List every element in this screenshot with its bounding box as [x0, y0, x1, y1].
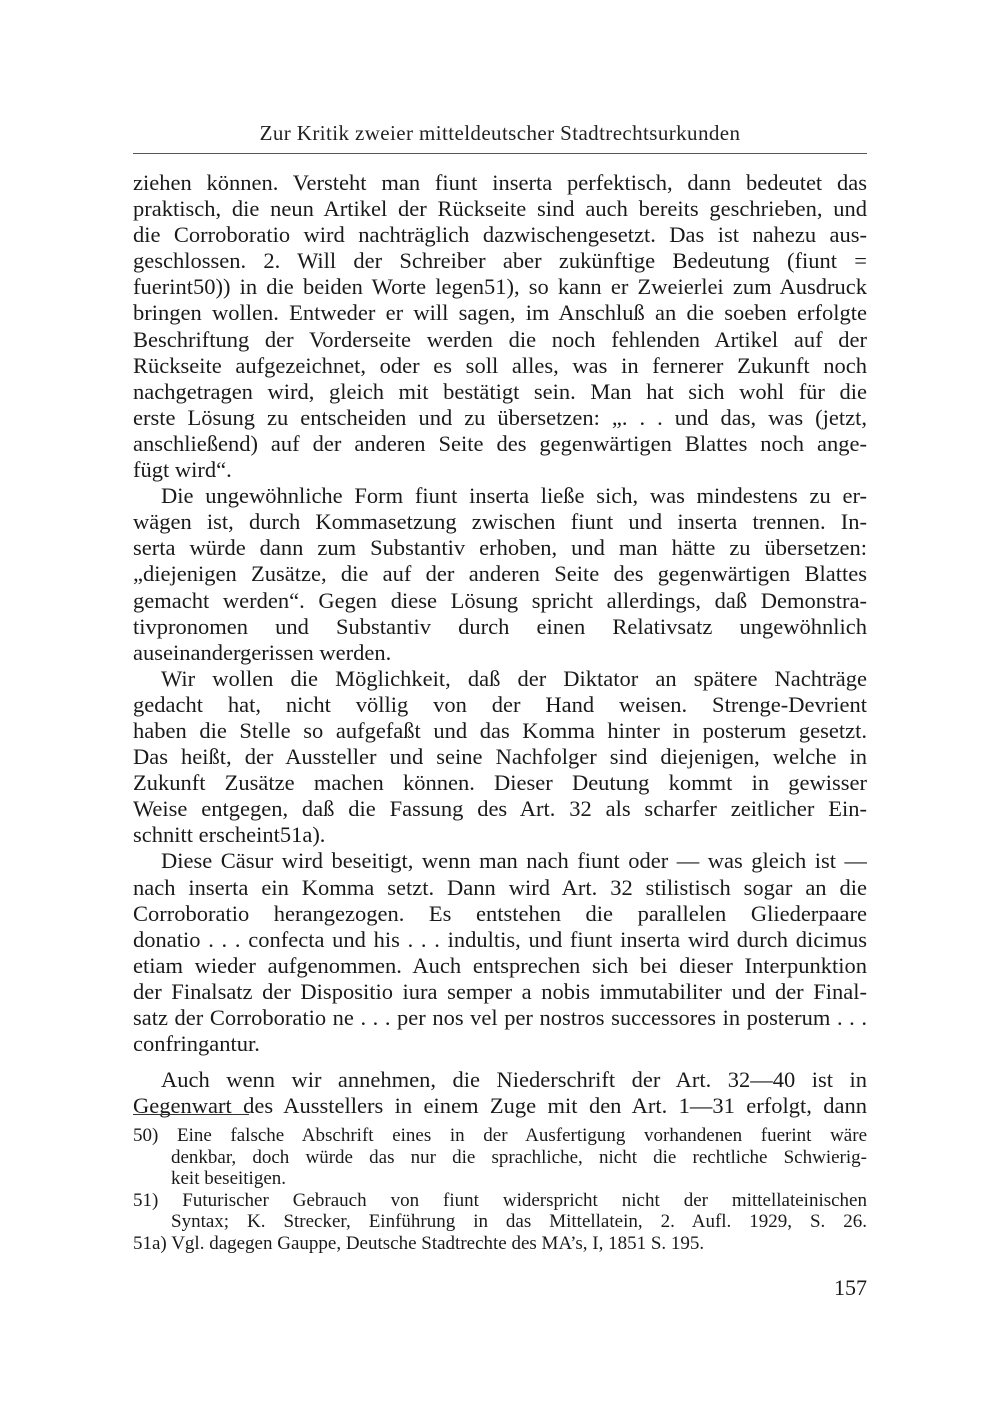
body-line: serta würde dann zum Substantiv erhoben, und man hätte zu übersetzen:	[133, 535, 867, 561]
footnote-text: Futurischer Gebrauch von fiunt widerspricht nicht der mittellateinischen	[182, 1189, 867, 1211]
body-line: Das heißt, der Aussteller und seine Nachfolger sind diejenigen, welche in	[133, 744, 867, 770]
body-line: Diese Cäsur wird beseitigt, wenn man nach fiunt oder — was gleich ist —	[161, 848, 867, 874]
body-line: Corroboratio herangezogen. Es entstehen die parallelen Gliederpaare	[133, 900, 867, 926]
body-line: der Finalsatz der Dispositio iura semper a nobis immutabiliter und der Final-	[133, 978, 867, 1004]
body-line: „diejenigen Zusätze, die auf der anderen Seite des gegenwärtigen Blattes	[133, 561, 867, 587]
body-line: Beschriftung der Vorderseite werden die noch fehlenden Artikel auf der	[133, 326, 867, 352]
body-line: schnitt erscheint51a).	[133, 822, 326, 848]
body-line: fuerint50)) in die beiden Worte legen51), so kann er Zweierlei zum Ausdruck	[133, 274, 867, 300]
footnote-51a	[133, 1233, 867, 1255]
footnote-text: Vgl. dagegen Gauppe, Deutsche Stadtrechte des MA’s, I, 1851 S. 195.	[171, 1232, 705, 1254]
body-line: Weise entgegen, daß die Fassung des Art. 32 als scharfer zeitlicher Ein-	[133, 796, 867, 822]
body-line: donatio . . . confecta und his . . . indultis, und fiunt inserta wird durch dicimus	[133, 926, 867, 952]
header-rule	[133, 153, 867, 154]
body-line: nachgetragen wird, gleich mit bestätigt sein. Man hat sich wohl für die	[133, 378, 867, 404]
body-line: wägen ist, durch Kommasetzung zwischen fiunt und inserta trennen. In-	[133, 509, 867, 535]
footnotes	[133, 1125, 867, 1255]
body-line: Die ungewöhnliche Form fiunt inserta ließe sich, was mindestens zu er-	[161, 483, 867, 509]
body-line: ziehen können. Versteht man fiunt inserta perfektisch, dann bedeutet das	[133, 170, 867, 195]
footnote-line	[133, 1190, 867, 1212]
body-line: haben die Stelle so aufgefaßt und das Komma hinter in posterum gesetzt.	[133, 717, 867, 743]
footnote-marker: 51a)	[133, 1232, 167, 1254]
body-line: satz der Corroboratio ne . . . per nos vel per nostros successores in posterum . . .	[133, 1005, 867, 1030]
footnote-line: denkbar, doch würde das nur die sprachliche, nicht die rechtliche Schwierig-	[171, 1146, 867, 1168]
body-line: Gegenwart des Ausstellers in einem Zuge mit den Art. 1—31 erfolgt, dann	[133, 1093, 867, 1119]
body-line: praktisch, die neun Artikel der Rückseite sind auch bereits geschrieben, und	[133, 196, 867, 222]
body-line: etiam wieder aufgenommen. Auch entsprechen sich bei dieser Interpunktion	[133, 952, 867, 978]
body-line: bringen wollen. Entweder er will sagen, im Anschluß an die soeben erfolgte	[133, 300, 867, 326]
body-line: nach inserta ein Komma setzt. Dann wird Art. 32 stilistisch sogar an die	[133, 874, 867, 900]
body-line: die Corroboratio wird nachträglich dazwischengesetzt. Das ist nahezu aus-	[133, 222, 867, 248]
footnote-line: keit beseitigen.	[171, 1168, 287, 1190]
footnote-rule	[133, 1114, 249, 1115]
body-text	[133, 170, 867, 1119]
body-line: anschließend) auf der anderen Seite des gegenwärtigen Blattes noch ange-	[133, 430, 867, 456]
footnote-line	[133, 1125, 867, 1147]
footnote-50	[133, 1125, 867, 1190]
body-line: geschlossen. 2. Will der Schreiber aber zukünftige Bedeutung (fiunt =	[133, 248, 867, 274]
footnote-marker: 50)	[133, 1125, 159, 1146]
footnote-line	[133, 1233, 867, 1255]
body-line: fügt wird“.	[133, 457, 232, 483]
body-line: Auch wenn wir annehmen, die Niederschrift der Art. 32—40 ist in	[161, 1067, 867, 1093]
footnote-marker: 51)	[133, 1189, 159, 1211]
body-line: gedacht hat, nicht völlig von der Hand weisen. Strenge-Devrient	[133, 691, 867, 717]
running-head: Zur Kritik zweier mitteldeutscher Stadtrechtsurkunden	[259, 121, 741, 145]
body-line: Rückseite aufgezeichnet, oder es soll alles, was in fernerer Zukunft noch	[133, 352, 867, 378]
body-line: confringantur.	[133, 1031, 260, 1057]
page-number: 157	[834, 1275, 867, 1300]
body-line: erste Lösung zu entscheiden und zu übersetzen: „. . . und das, was (jetzt,	[133, 404, 867, 430]
footnote-text: Eine falsche Abschrift eines in der Ausfertigung vorhandenen fuerint wäre	[176, 1125, 867, 1146]
body-line: Zukunft Zusätze machen können. Dieser Deutung kommt in gewisser	[133, 770, 867, 796]
footnote-51	[133, 1190, 867, 1233]
body-line: auseinandergerissen werden.	[133, 639, 392, 665]
body-line: Wir wollen die Möglichkeit, daß der Diktator an spätere Nachträge	[161, 665, 867, 691]
body-line: tivpronomen und Substantiv durch einen Relativsatz ungewöhnlich	[133, 613, 867, 639]
body-line: gemacht werden“. Gegen diese Lösung spricht allerdings, daß Demonstra-	[133, 587, 867, 613]
footnote-line: Syntax; K. Strecker, Einführung in das Mittellatein, 2. Aufl. 1929, S. 26.	[171, 1211, 867, 1233]
